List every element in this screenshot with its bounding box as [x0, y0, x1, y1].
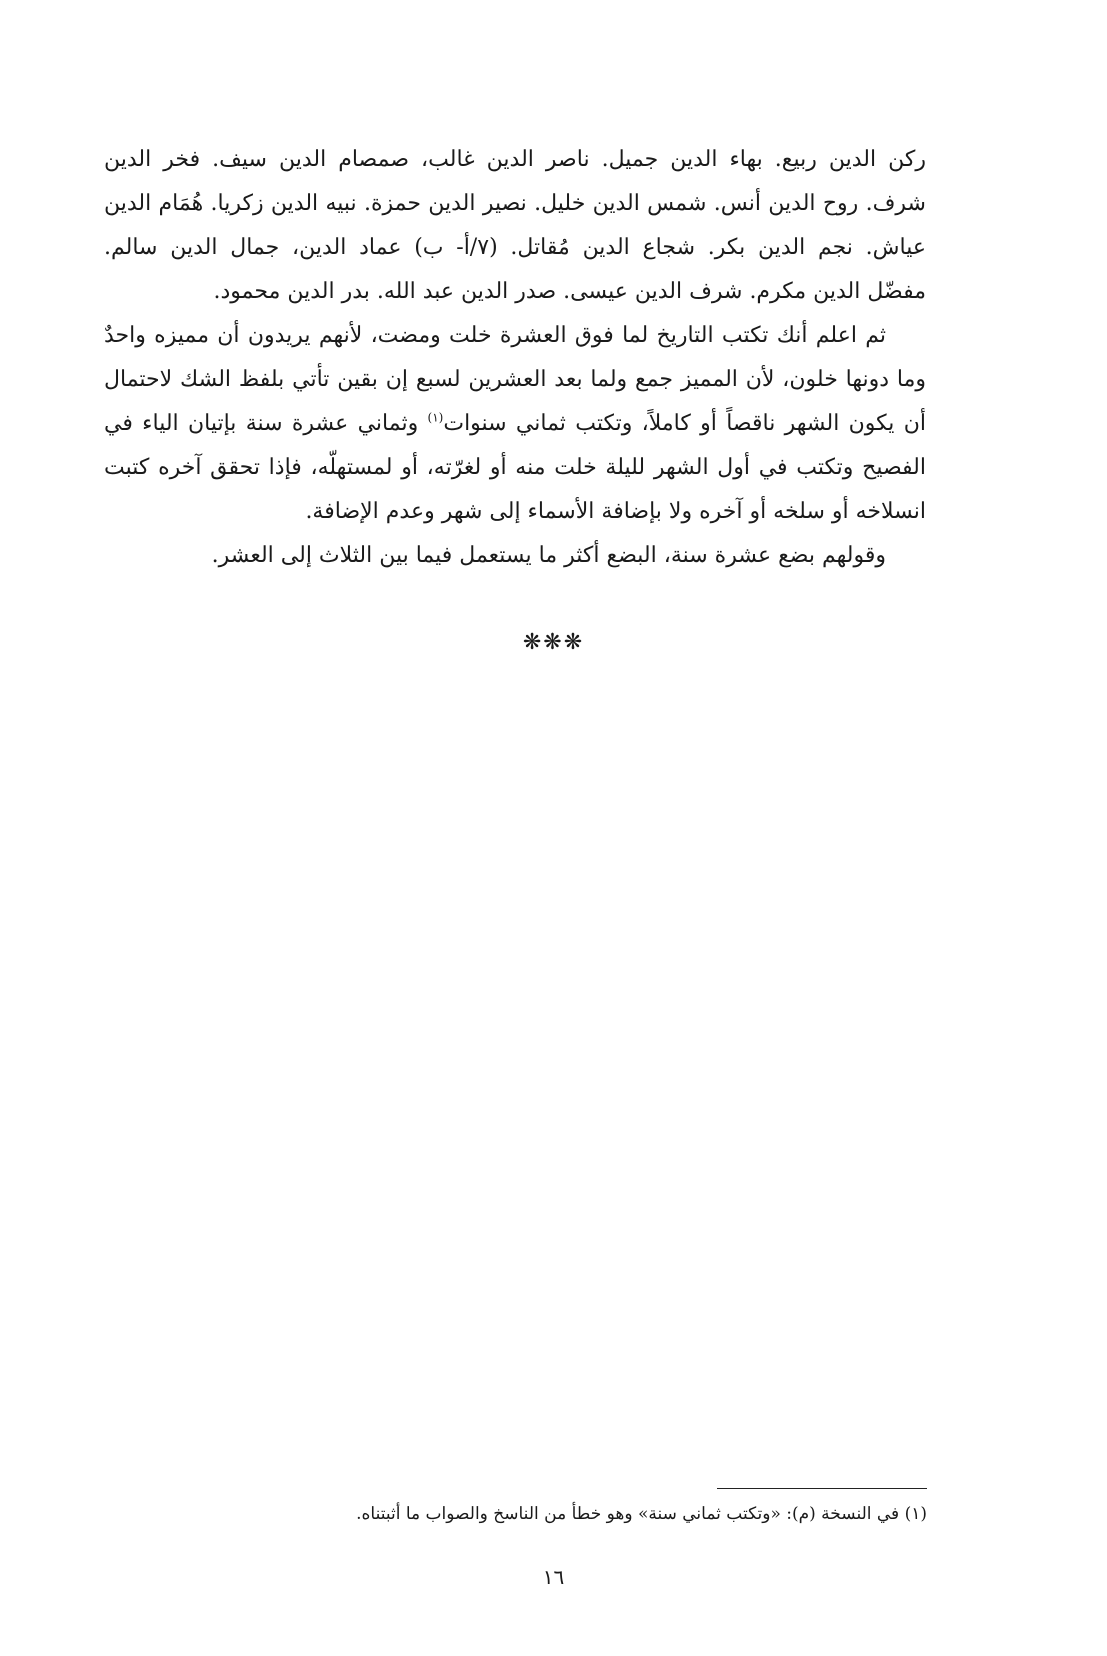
- text-line: شرف. روح الدين أنس. شمس الدين خليل. نصير الدين حمزة. نبيه الدين زكريا. هُمَام الدين: [104, 191, 926, 216]
- text-segment: وثماني عشرة سنة بإتيان الياء في: [104, 411, 428, 436]
- footnote-reference[interactable]: (١): [427, 410, 444, 425]
- page-number: ١٦: [542, 1565, 565, 1589]
- main-text: [104, 138, 926, 578]
- footnote-divider: [717, 1488, 927, 1489]
- text-line: انسلاخه أو سلخه أو آخره ولا بإضافة الأسماء إلى شهر وعدم الإضافة.: [305, 499, 926, 524]
- text-line: [104, 402, 926, 446]
- footnote: (١) في النسخة (م): «وتكتب ثماني سنة» وهو خطأ من الناسخ والصواب ما أثبتناه.: [356, 1504, 927, 1524]
- text-line: وما دونها خلون، لأن المميز جمع ولما بعد العشرين لسبع إن بقين تأتي بلفظ الشك لاحتمال: [104, 367, 926, 392]
- text-line: ثم اعلم أنك تكتب التاريخ لما فوق العشرة خلت ومضت، لأنهم يريدون أن مميزه واحدٌ: [104, 323, 886, 348]
- text-line: مفضّل الدين مكرم. شرف الدين عيسى. صدر الدين عبد الله. بدر الدين محمود.: [213, 279, 926, 304]
- text-line: ركن الدين ربيع. بهاء الدين جميل. ناصر الدين غالب، صمصام الدين سيف. فخر الدين: [104, 147, 926, 172]
- text-line: الفصيح وتكتب في أول الشهر لليلة خلت منه أو لغرّته، أو لمستهلّه، فإذا تحقق آخره كتبت: [104, 455, 926, 480]
- section-separator: ❋❋❋: [522, 630, 585, 655]
- text-segment: أن يكون الشهر ناقصاً أو كاملاً، وتكتب ثماني سنوات: [443, 411, 926, 436]
- text-line: وقولهم بضع عشرة سنة، البضع أكثر ما يستعمل فيما بين الثلاث إلى العشر.: [211, 543, 886, 568]
- text-line: عياش. نجم الدين بكر. شجاع الدين مُقاتل. (٧/أ- ب) عماد الدين، جمال الدين سالم.: [104, 235, 926, 260]
